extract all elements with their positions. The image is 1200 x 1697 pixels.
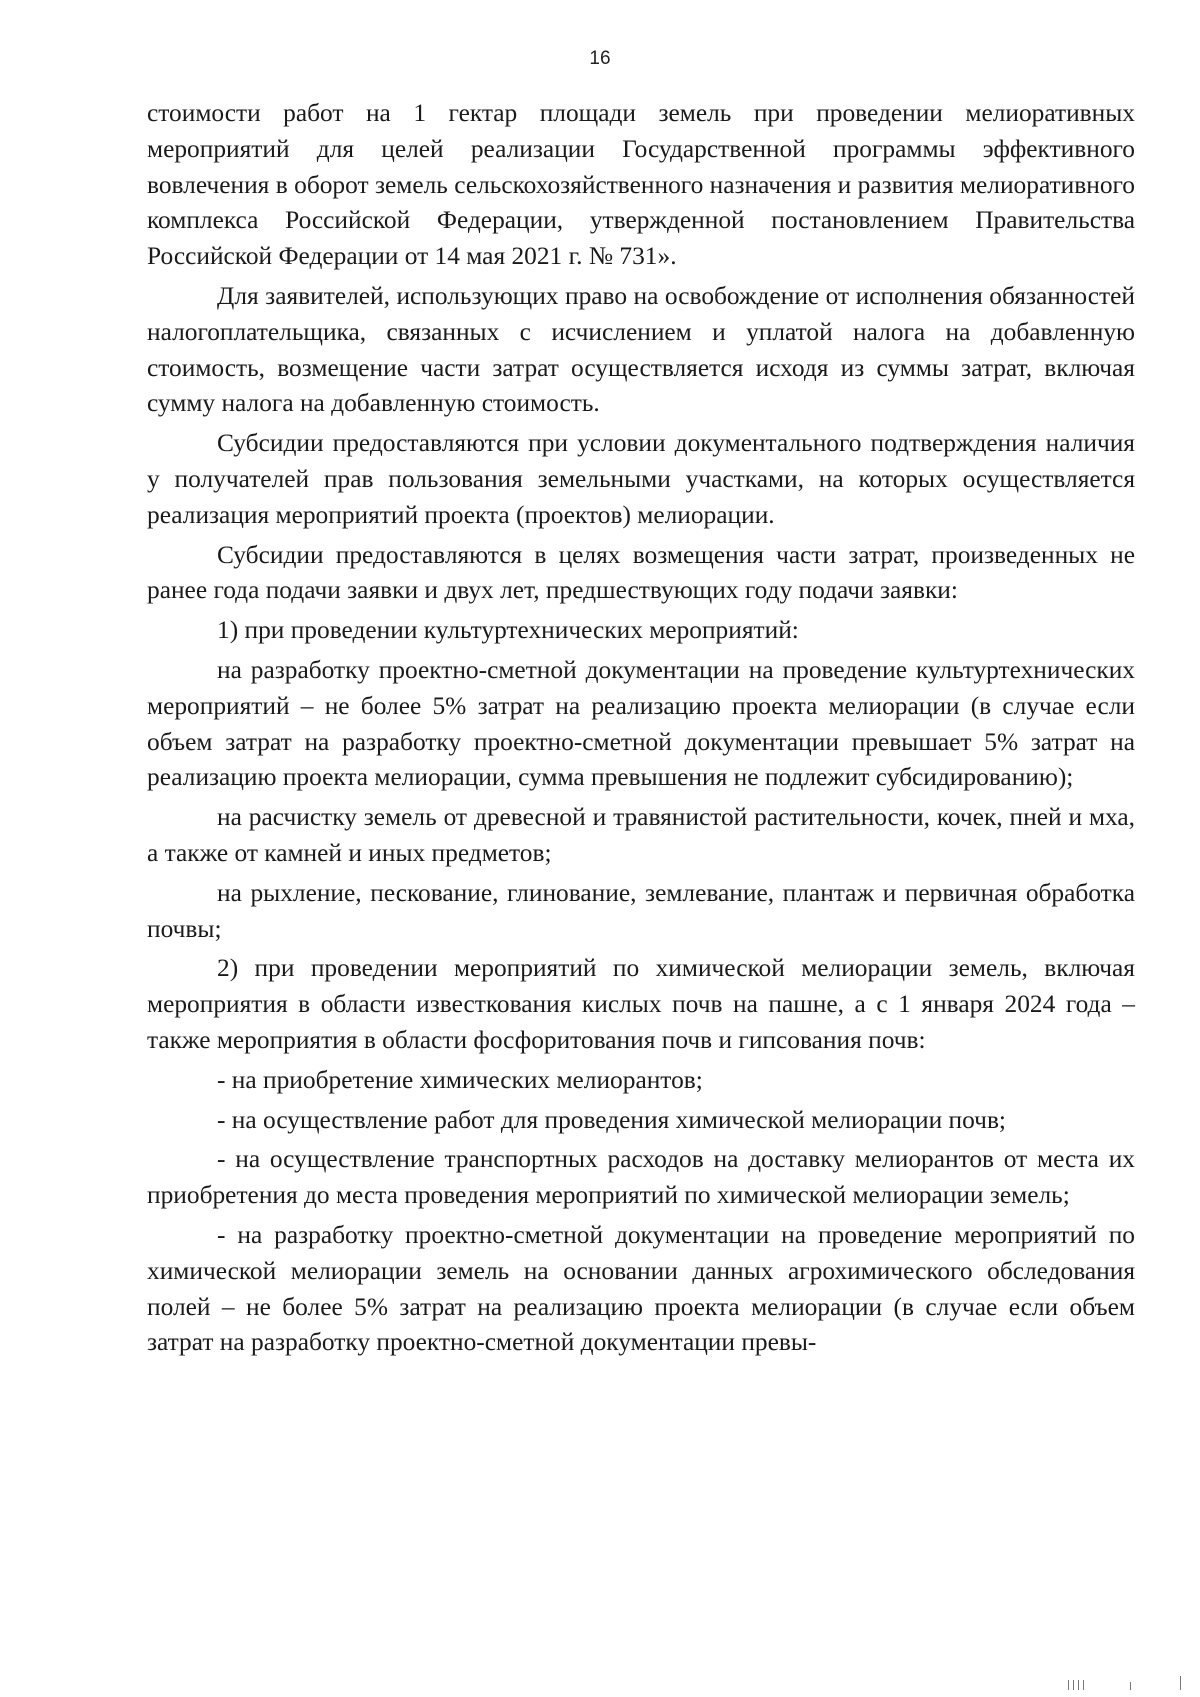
paragraph-continuation: стоимости работ на 1 гектар площади земель при проведении мелиоративных мероприятий для целей реализации Государственной программы эффективного вовлечения в оборот земель сельскохозяйственного назначения и развития мелиоративного комплекса Российской Федерации, утвержденной постановлением Правительства Российской Федерации от 14 мая 2021 г. № 731». — [147, 99, 1135, 271]
list-item-chemical-melioration: 2) при проведении мероприятий по химической мелиорации земель, включая мероприятия в области известкования кислых почв на пашне, а с 1 января 2024 года – также мероприятия в области фосфоритования почв и гипсования почв: — [147, 954, 1135, 1054]
paragraph-land-rights: Субсидии предоставляются при условии документального подтверждения наличия у получателей прав пользования земельными участками, на которых осуществляется реализация мероприятий проекта (проектов) мелиорации. — [147, 429, 1135, 529]
document-body — [147, 96, 1135, 1361]
list-subitem-chemical-design-docs: - на разработку проектно-сметной документации на проведение мероприятий по химической мелиорации земель на основании данных агрохимического обследования полей – не более 5% затрат на реализацию проекта мелиорации (в случае если объем затрат на разработку проектно-сметной документации превы- — [147, 1220, 1135, 1357]
page-number: 16 — [589, 48, 611, 69]
list-subitem-design-docs: на разработку проектно-сметной документации на проведение культуртехнических мероприятий – не более 5% затрат на реализацию проекта мелиорации (в случае если объем затрат на разработку проектно-сметной документации превышает 5% затрат на реализацию проекта мелиорации, сумма превышения не подлежит субсидированию); — [147, 655, 1135, 792]
list-subitem-works: - на осуществление работ для проведения химической мелиорации почв; — [217, 1105, 1006, 1134]
paragraph-vat-exemption: Для заявителей, использующих право на освобождение от исполнения обязанностей налогоплательщика, связанных с исчислением и уплатой налога на добавленную стоимость, возмещение части затрат осуществляется исходя из суммы затрат, включая сумму налога на добавленную стоимость. — [147, 281, 1135, 418]
list-subitem-soil-treatment: на рыхление, пескование, глинование, землевание, плантаж и первичная обработка почвы; — [147, 878, 1135, 943]
list-subitem-transport: - на осуществление транспортных расходов на доставку мелиорантов от места их приобретения до места проведения мероприятий по химической мелиорации земель; — [147, 1145, 1135, 1210]
paragraph-cost-period: Субсидии предоставляются в целях возмещения части затрат, произведенных не ранее года подачи заявки и двух лет, предшествующих году подачи заявки: — [147, 540, 1135, 605]
list-subitem-land-clearing: на расчистку земель от древесной и травянистой растительности, кочек, пней и мха, а также от камней и иных предметов; — [147, 803, 1135, 867]
list-subitem-ameliorants-purchase: - на приобретение химических мелиорантов; — [217, 1065, 703, 1094]
scan-edge-marks — [1068, 1674, 1188, 1690]
list-item-cultural-technical: 1) при проведении культуртехнических мероприятий: — [217, 616, 799, 645]
